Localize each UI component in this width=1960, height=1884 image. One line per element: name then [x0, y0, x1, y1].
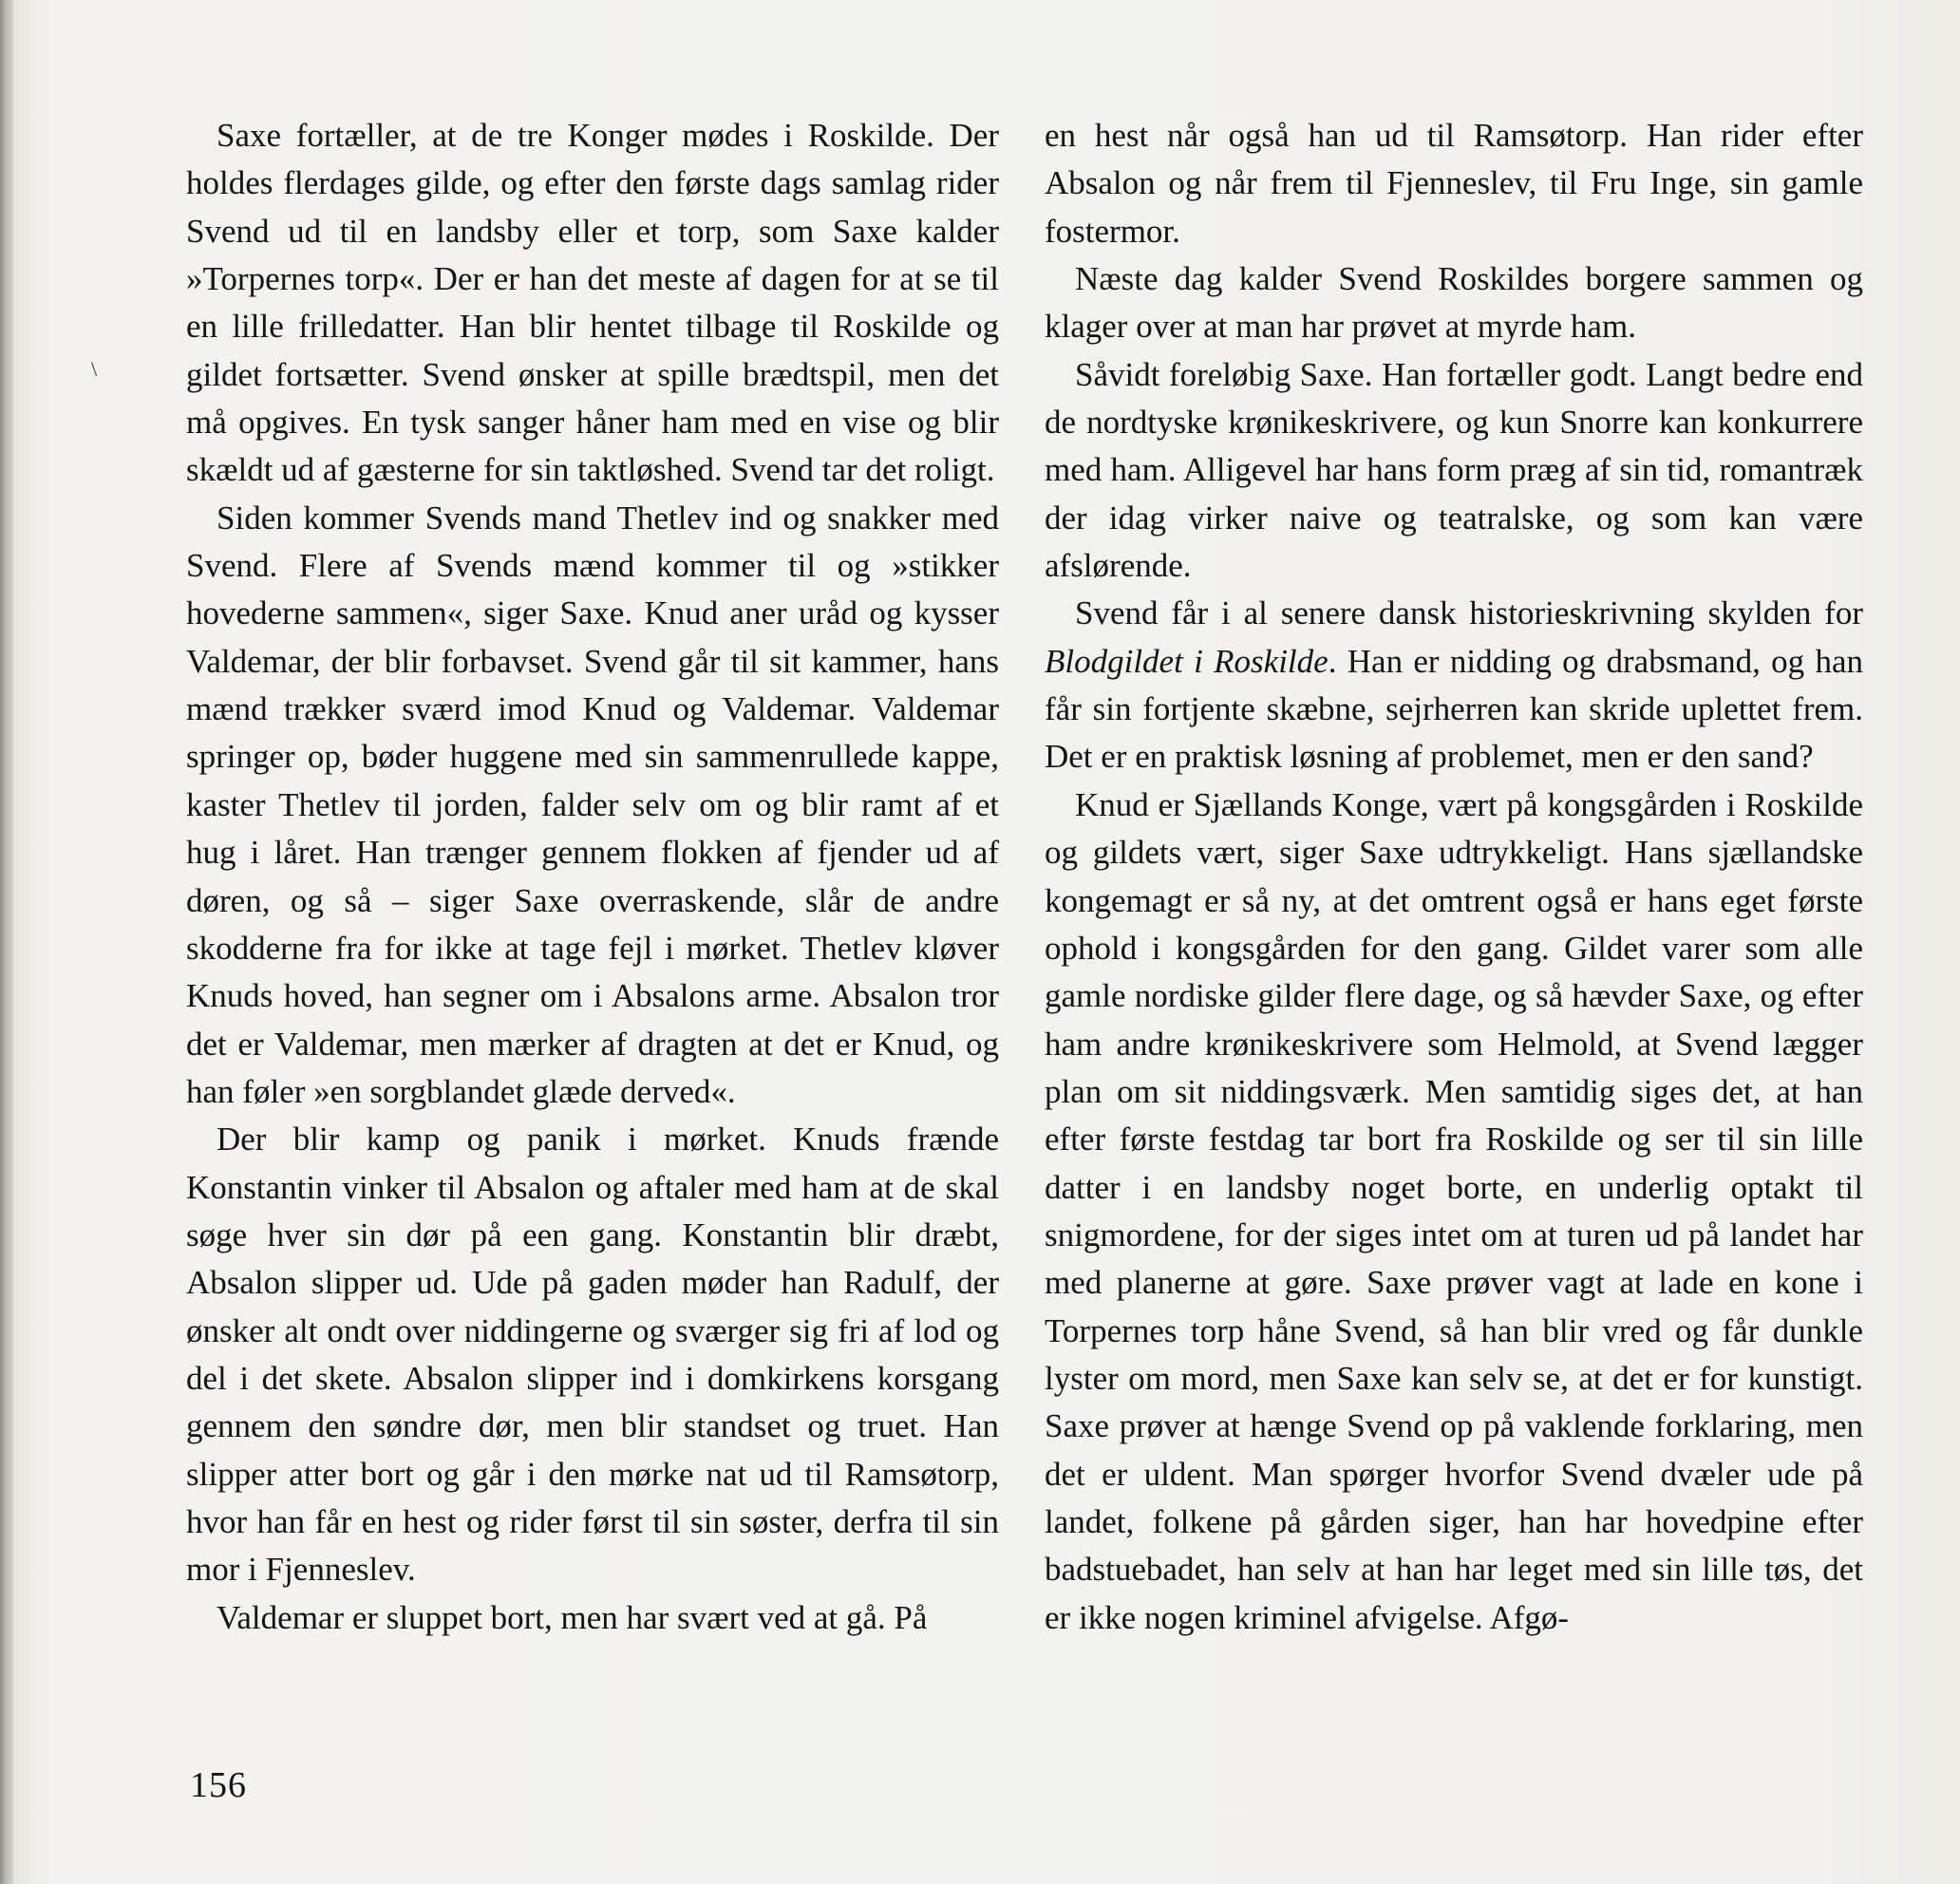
paragraph-continuation: en hest når også han ud til Ramsøtorp. Han rider efter Absalon og når frem til Fjenneslev, til Fru Inge, sin gamle fostermor.: [1045, 117, 1863, 250]
paragraph: Knud er Sjællands Konge, vært på kongsgården i Roskilde og gildets vært, siger Saxe udtrykkeligt. Hans sjællandske kongemagt er så ny, at det omtrent også er hans eget første ophold i kongsgården for den gang. Gildet varer som alle gamle nordiske gilder flere dage, og så hævder Saxe, og efter ham andre krønikeskrivere som Helmold, at Svend lægger plan om sit niddingsværk. Men samtidig siges det, at han efter første festdag tar bort fra Roskilde og ser til sin lille datter i en landsby noget borte, en underlig optakt til snigmordene, for der siges intet om at turen ud på landet har med planerne at gøre. Saxe prøver vagt at lade en kone i Torpernes torp håne Svend, så han blir vred og får dunkle lyster om mord, men Saxe kan selv se, at det er for kunstigt. Saxe prøver at hænge Svend op på vaklende forklaring, men det er uldent. Man spørger hvorfor Svend dvæler ude på landet, folkene på gården siger, han har hovedpine efter badstuebadet, han selv at han har leget med sin lille tøs, det er ikke nogen kriminel afvigelse. Afgø-: [1045, 785, 1863, 1636]
paragraph: Såvidt foreløbig Saxe. Han fortæller godt. Langt bedre end de nordtyske krønikeskrivere, og kun Snorre kan konkurrere med ham. Alligevel har hans form præg af sin tid, romantræk der idag virker naive og teatralske, og som kan være afslørende.: [1045, 355, 1863, 585]
book-spine-shadow: [0, 0, 13, 1884]
left-text-column: [186, 112, 999, 1642]
paragraph: [1045, 590, 1863, 781]
text-run: Svend får i al senere dansk historieskrivning skylden for: [1075, 594, 1863, 632]
paragraph: Der blir kamp og panik i mørket. Knuds frænde Konstantin vinker til Absalon og aftaler med ham at de skal søge hver sin dør på een gang. Konstantin blir dræbt, Absalon slipper ud. Ude på gaden møder han Radulf, der ønsker alt ondt over niddingerne og sværger sig fri af lod og del i det skete. Absalon slipper ind i domkirkens korsgang gennem den søndre dør, men blir standset og truet. Han slipper atter bort og går i den mørke nat ud til Ramsøtorp, hvor han får en hest og rider først til sin søster, derfra til sin mor i Fjenneslev.: [186, 1121, 999, 1589]
paragraph: Næste dag kalder Svend Roskildes borgere sammen og klager over at man har prøvet at myrde ham.: [1045, 260, 1863, 346]
paragraph: Siden kommer Svends mand Thetlev ind og snakker med Svend. Flere af Svends mænd kommer til og »stikker hovederne sammen«, siger Saxe. Knud aner uråd og kysser Valdemar, der blir forbavset. Svend går til sit kammer, hans mænd trækker sværd imod Knud og Valdemar. Valdemar springer op, bøder huggene med sin sammenrullede kappe, kaster Thetlev til jorden, falder selv om og blir ramt af et hug i låret. Han trænger gennem flokken af fjender ud af døren, og så – siger Saxe overraskende, slår de andre skodderne fra for ikke at tage fejl i mørket. Thetlev kløver Knuds hoved, han segner om i Absalons arme. Absalon tror det er Valdemar, men mærker af dragten at det er Knud, og han føler »en sorgblandet glæde derved«.: [186, 499, 999, 1110]
page-number: 156: [190, 1765, 247, 1805]
text-run: . Han er nidding og drabsmand, og han får sin fortjente skæbne, sejrherren kan skride uplettet frem. Det er en praktisk løsning af problemet, men er den sand?: [1045, 642, 1863, 776]
paragraph: Saxe fortæller, at de tre Konger mødes i Roskilde. Der holdes flerdages gilde, og efter den første dags samlag rider Svend ud til en landsby eller et torp, som Saxe kalder »Torpernes torp«. Der er han det meste af dagen for at se til en lille frilledatter. Han blir hentet tilbage til Roskilde og gildet fortsætter. Svend ønsker at spille brædtspil, men det må opgives. En tysk sanger håner ham med en vise og blir skældt ud af gæsterne for sin taktløshed. Svend tar det roligt.: [186, 117, 999, 489]
italic-title: Blodgildet i Roskilde: [1045, 642, 1329, 680]
margin-mark: \: [91, 357, 98, 381]
paragraph: Valdemar er sluppet bort, men har svært ved at gå. På: [217, 1598, 928, 1636]
right-text-column: [1045, 112, 1863, 1642]
